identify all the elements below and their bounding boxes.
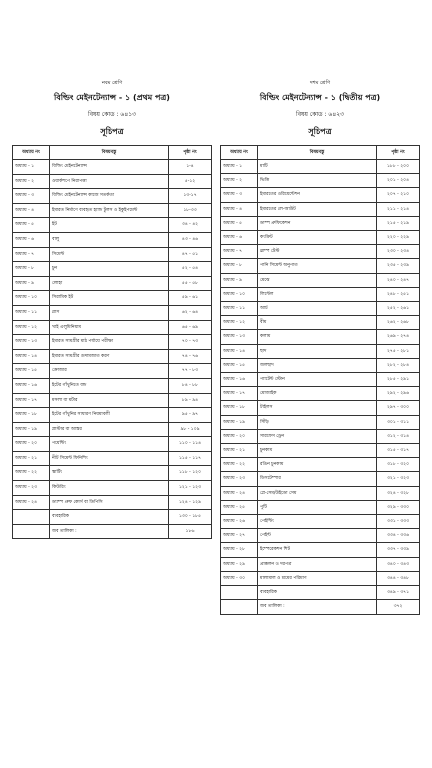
page-cell: ১৮৬ bbox=[169, 524, 212, 539]
chapter-cell: অধ্যায় - ২০ bbox=[221, 429, 258, 443]
chapter-cell: অধ্যায় - ১৬ bbox=[13, 378, 50, 393]
table-row bbox=[13, 262, 212, 277]
page-cell: ৩১৮ - ৩২০ bbox=[377, 458, 420, 472]
topic-cell: ইটের গাঁথুনির সাধারণ নিয়মাবলী bbox=[50, 408, 169, 423]
topic-cell: ব্যবহারিক bbox=[258, 586, 377, 600]
topic-cell: পয়েন্টিং bbox=[50, 437, 169, 452]
table-row bbox=[221, 302, 420, 316]
topic-cell: স্কার্টিং bbox=[50, 466, 169, 481]
topic-cell: ইমারতের ওরিয়েন্টেশন bbox=[258, 188, 377, 202]
page-cell: ৩২১ - ৩২৩ bbox=[377, 472, 420, 486]
chapter-cell: অধ্যায় - ১৩ bbox=[221, 330, 258, 344]
table-row bbox=[13, 320, 212, 335]
topic-cell: মাটি bbox=[258, 160, 377, 174]
chapter-cell: অধ্যায় - ৭ bbox=[221, 245, 258, 259]
topic-cell: ব্যবহারিক bbox=[50, 510, 169, 525]
page-cell: ৭৪ - ৭৬ bbox=[169, 349, 212, 364]
topic-cell: পানি সিমেন্ট অনুপাত bbox=[258, 259, 377, 273]
topic-cell: ডিসটেম্পার bbox=[258, 472, 377, 486]
table-row bbox=[13, 305, 212, 320]
chapter-cell: অধ্যায় - ১৩ bbox=[13, 335, 50, 350]
grade-label: নবম শ্রেণি bbox=[101, 80, 123, 86]
chapter-cell: অধ্যায় - ১১ bbox=[221, 302, 258, 316]
table-header-row bbox=[13, 146, 212, 160]
table-row bbox=[221, 202, 420, 216]
chapter-cell: অধ্যায় - ২১ bbox=[13, 451, 50, 466]
table-row bbox=[13, 408, 212, 423]
table-row bbox=[221, 344, 420, 358]
table-row bbox=[221, 529, 420, 543]
chapter-cell: অধ্যায় - ১৮ bbox=[13, 408, 50, 423]
topic-cell: কংক্রিট bbox=[258, 231, 377, 245]
page-cell: ২৫২ - ২৬১ bbox=[377, 302, 420, 316]
topic-cell: প্লে-সেম/উইডো সেম bbox=[258, 486, 377, 500]
page-cell: ৩১২ - ৩১৪ bbox=[377, 429, 420, 443]
chapter-cell: অধ্যায় - ১৫ bbox=[221, 358, 258, 372]
topic-cell: প্যাটেন্ট স্টোন bbox=[258, 373, 377, 387]
topic-cell: ইমারত সামগ্রীর মাঠ পর্যায়ে পরীক্ষা bbox=[50, 335, 169, 350]
column-header: পৃষ্ঠা নং bbox=[377, 146, 420, 160]
topic-cell: ডাম্প প্রুফিকেশন bbox=[258, 216, 377, 230]
topic-cell: সিমেন্ট bbox=[50, 247, 169, 262]
page-cell: ১১৮ - ১২০ bbox=[169, 466, 212, 481]
table-row bbox=[13, 378, 212, 393]
topic-cell: রঙিন চুনকাম bbox=[258, 458, 377, 472]
page-cell: ৫-১২ bbox=[169, 174, 212, 189]
topic-cell: বালু bbox=[50, 232, 169, 247]
topic-cell: চুনকাম bbox=[258, 444, 377, 458]
table-row bbox=[13, 466, 212, 481]
topic-cell: স্লাম্প টেস্ট bbox=[258, 245, 377, 259]
topic-cell: জলছাদ bbox=[258, 358, 377, 372]
page-cell: ৩১৫ - ৩১৭ bbox=[377, 444, 420, 458]
page-cell: ১১৫ - ১১৭ bbox=[169, 451, 212, 466]
topic-cell: ভিত্তি bbox=[258, 174, 377, 188]
chapter-cell bbox=[221, 586, 258, 600]
chapter-cell: অধ্যায় - ২৫ bbox=[221, 500, 258, 514]
topic-cell: সিঁড়ি bbox=[258, 415, 377, 429]
chapter-cell bbox=[221, 600, 258, 614]
topic-cell: লিন্টেল bbox=[258, 287, 377, 301]
toc-heading: সূচিপত্র bbox=[100, 127, 124, 136]
topic-cell: কলাম bbox=[258, 330, 377, 344]
table-row bbox=[13, 451, 212, 466]
table-row bbox=[13, 364, 212, 379]
topic-cell: জব তালিকা : bbox=[258, 600, 377, 614]
page-cell: ৬২ - ৬৪ bbox=[169, 305, 212, 320]
chapter-cell: অধ্যায় - ১০ bbox=[13, 291, 50, 306]
table-row bbox=[221, 429, 420, 443]
page-cell: ৯৮ - ১০৯ bbox=[169, 422, 212, 437]
table-row bbox=[13, 232, 212, 247]
table-row bbox=[13, 203, 212, 218]
page-cell: ২৮৫ - ২৯১ bbox=[377, 373, 420, 387]
chapter-cell: অধ্যায় - ১৭ bbox=[221, 387, 258, 401]
topic-cell: মালামাল ও শ্রমের পরিমাণ bbox=[258, 571, 377, 585]
second-paper-column bbox=[220, 80, 420, 615]
table-row bbox=[13, 510, 212, 525]
topic-cell: লোহা bbox=[50, 276, 169, 291]
table-row bbox=[13, 437, 212, 452]
table-row bbox=[13, 189, 212, 204]
topic-cell: বীম bbox=[258, 316, 377, 330]
topic-cell: চুন bbox=[50, 262, 169, 277]
column-header: বিষয়বস্তু bbox=[50, 146, 169, 160]
page-cell: ৯৫ - ৯৭ bbox=[169, 408, 212, 423]
table-row bbox=[221, 586, 420, 600]
topic-cell: ওয়ার্কশপে নিরাপত্তা bbox=[50, 174, 169, 189]
topic-cell: পেইন্ট bbox=[258, 529, 377, 543]
topic-cell: বিল্ডিং মেইনটেন্যান্স bbox=[50, 160, 169, 175]
table-row bbox=[13, 291, 212, 306]
page-cell: ২৯২ - ২৯৬ bbox=[377, 387, 420, 401]
topic-cell: ইমারতের লে-আউট bbox=[258, 202, 377, 216]
chapter-cell: অধ্যায় - ১৪ bbox=[13, 349, 50, 364]
topic-cell: ইটের গাঁথুনিতে বন্ড bbox=[50, 378, 169, 393]
chapter-cell: অধ্যায় - ২২ bbox=[221, 458, 258, 472]
page-cell: ৩৩১ - ৩৩৩ bbox=[377, 515, 420, 529]
table-row bbox=[13, 247, 212, 262]
toc-table bbox=[12, 145, 212, 539]
table-row bbox=[221, 316, 420, 330]
page-cell: ৩৩৪ - ৩৩৬ bbox=[377, 529, 420, 543]
topic-cell: ইট bbox=[50, 218, 169, 233]
page-cell: ৩০১ - ৩১১ bbox=[377, 415, 420, 429]
page-cell: ৩৪ - ৪২ bbox=[169, 218, 212, 233]
topic-cell: টাইলস bbox=[258, 401, 377, 415]
chapter-cell: অধ্যায় - ২৩ bbox=[13, 481, 50, 496]
page-cell: ৮৯ - ৯৪ bbox=[169, 393, 212, 408]
topic-cell: সারফেস ড্রেন bbox=[258, 429, 377, 443]
page-cell: ১৩-১৭ bbox=[169, 189, 212, 204]
toc-table bbox=[220, 145, 420, 615]
table-row bbox=[13, 276, 212, 291]
table-row bbox=[221, 387, 420, 401]
subject-code: বিষয় কোড : ৬৪১৩ bbox=[87, 111, 137, 118]
table-row bbox=[221, 231, 420, 245]
page-cell: ৩৭২ bbox=[377, 600, 420, 614]
page-cell: ৫৫ - ৫৮ bbox=[169, 276, 212, 291]
table-row bbox=[13, 481, 212, 496]
chapter-cell: অধ্যায় - ১ bbox=[221, 160, 258, 174]
chapter-cell: অধ্যায় - ৩০ bbox=[221, 571, 258, 585]
chapter-cell: অধ্যায় - ১৬ bbox=[221, 373, 258, 387]
table-row bbox=[13, 349, 212, 364]
page-cell: ৩৪৪ - ৩৪৮ bbox=[377, 571, 420, 585]
table-row bbox=[221, 515, 420, 529]
chapter-cell: অধ্যায় - ৫ bbox=[221, 216, 258, 230]
chapter-cell: অধ্যায় - ১২ bbox=[221, 316, 258, 330]
chapter-cell: অধ্যায় - ৬ bbox=[13, 232, 50, 247]
table-row bbox=[221, 543, 420, 557]
chapter-cell: অধ্যায় - ৮ bbox=[221, 259, 258, 273]
table-row bbox=[221, 174, 420, 188]
page-cell: ৫২ - ৫৪ bbox=[169, 262, 212, 277]
topic-cell: ছাদ bbox=[258, 344, 377, 358]
chapter-cell: অধ্যায় - ২৯ bbox=[221, 557, 258, 571]
chapter-cell: অধ্যায় - ২১ bbox=[221, 444, 258, 458]
page-cell: ২৬৯ - ২৭৪ bbox=[377, 330, 420, 344]
table-row bbox=[13, 218, 212, 233]
table-row bbox=[13, 160, 212, 175]
chapter-cell: অধ্যায় - ৯ bbox=[221, 273, 258, 287]
page-cell: ৩২৯ - ৩৩০ bbox=[377, 500, 420, 514]
table-row bbox=[221, 444, 420, 458]
chapter-cell: অধ্যায় - ৩ bbox=[13, 189, 50, 204]
chapter-cell: অধ্যায় - ৮ bbox=[13, 262, 50, 277]
page-cell: ১২৪ - ১২৯ bbox=[169, 495, 212, 510]
table-row bbox=[221, 245, 420, 259]
chapter-cell: অধ্যায় - ৯ bbox=[13, 276, 50, 291]
table-row bbox=[221, 216, 420, 230]
page-cell: ৪৩ - ৪৬ bbox=[169, 232, 212, 247]
page-cell: ৩৪৯ - ৩৭১ bbox=[377, 586, 420, 600]
topic-cell: ক্রোজার bbox=[50, 364, 169, 379]
chapter-cell: অধ্যায় - ১৯ bbox=[13, 422, 50, 437]
chapter-cell: অধ্যায় - ৩ bbox=[221, 188, 258, 202]
chapter-cell: অধ্যায় - ২০ bbox=[13, 437, 50, 452]
chapter-cell: অধ্যায় - ১৯ bbox=[221, 415, 258, 429]
topic-cell: জব তালিকা : bbox=[50, 524, 169, 539]
chapter-cell: অধ্যায় - ১২ bbox=[13, 320, 50, 335]
topic-cell: প্লাস্টার বা আস্তর bbox=[50, 422, 169, 437]
page-cell: ১৩০ - ১৮৫ bbox=[169, 510, 212, 525]
book-title: বিল্ডিং মেইনটেন্যান্স - ১ (দ্বিতীয় পত্র) bbox=[259, 93, 381, 102]
table-row bbox=[221, 358, 420, 372]
page-cell: ৭০ - ৭৩ bbox=[169, 335, 212, 350]
topic-cell: ইমারত সামগ্রীর গুদামজাত করণ bbox=[50, 349, 169, 364]
chapter-cell: অধ্যায় - ২৩ bbox=[221, 472, 258, 486]
page-cell: ২২০ - ২২৯ bbox=[377, 231, 420, 245]
column-header: অধ্যায় নং bbox=[13, 146, 50, 160]
page-cell: ২৩৫ - ২৩৯ bbox=[377, 259, 420, 273]
column-header: বিষয়বস্তু bbox=[258, 146, 377, 160]
chapter-cell: অধ্যায় - ১১ bbox=[13, 305, 50, 320]
table-row bbox=[13, 422, 212, 437]
topic-cell: মেঝে bbox=[258, 273, 377, 287]
chapter-cell: অধ্যায় - ১৮ bbox=[221, 401, 258, 415]
page-cell: ২৬২ - ২৬৮ bbox=[377, 316, 420, 330]
page-cell: ৫৯ - ৬১ bbox=[169, 291, 212, 306]
table-row bbox=[13, 495, 212, 510]
topic-cell: বিল্ডিং মেইনটেন্যান্স কাজে সতর্কতা bbox=[50, 189, 169, 204]
page-cell: ২১৫ - ২১৯ bbox=[377, 216, 420, 230]
chapter-cell: অধ্যায় - ৫ bbox=[13, 218, 50, 233]
topic-cell: কিউরিং bbox=[50, 481, 169, 496]
chapter-cell: অধ্যায় - ২৪ bbox=[221, 486, 258, 500]
topic-cell: ইম্পেরেকশন শিট bbox=[258, 543, 377, 557]
table-row bbox=[13, 174, 212, 189]
table-row bbox=[13, 524, 212, 539]
page-cell: ৩৪০ - ৩৪৩ bbox=[377, 557, 420, 571]
page-cell: ২১১ - ২১৪ bbox=[377, 202, 420, 216]
chapter-cell: অধ্যায় - ১ bbox=[13, 160, 50, 175]
chapter-cell: অধ্যায় - ১৫ bbox=[13, 364, 50, 379]
page-cell: ১১০ - ১১৪ bbox=[169, 437, 212, 452]
topic-cell: মোজাইক bbox=[258, 387, 377, 401]
chapter-cell: অধ্যায় - ২৮ bbox=[221, 543, 258, 557]
topic-cell: প্রাক্কলন ও দরপত্র bbox=[258, 557, 377, 571]
table-row bbox=[221, 472, 420, 486]
table-row bbox=[221, 259, 420, 273]
page-cell: ৪৭ - ৫১ bbox=[169, 247, 212, 262]
chapter-cell: অধ্যায় - ২৪ bbox=[13, 495, 50, 510]
table-row bbox=[221, 415, 420, 429]
chapter-cell: অধ্যায় - ১০ bbox=[221, 287, 258, 301]
page-cell: ১২১ - ১২৩ bbox=[169, 481, 212, 496]
grade-label: দশম শ্রেণি bbox=[309, 80, 331, 86]
table-row bbox=[221, 330, 420, 344]
page-cell: ৬৫ - ৬৯ bbox=[169, 320, 212, 335]
topic-cell: সিরামিক ইট bbox=[50, 291, 169, 306]
chapter-cell bbox=[13, 524, 50, 539]
chapter-cell: অধ্যায় - ৬ bbox=[221, 231, 258, 245]
table-row bbox=[221, 401, 420, 415]
page-cell: ২০১ - ২০৪ bbox=[377, 174, 420, 188]
topic-cell: গ্লাস bbox=[50, 305, 169, 320]
page-cell: ৩৩৭ - ৩৩৯ bbox=[377, 543, 420, 557]
table-row bbox=[221, 160, 420, 174]
topic-cell: মসলা বা মর্টার bbox=[50, 393, 169, 408]
page-cell: ১৮৮ - ২০০ bbox=[377, 160, 420, 174]
chapter-cell: অধ্যায় - ২৭ bbox=[221, 529, 258, 543]
table-row bbox=[221, 188, 420, 202]
chapter-cell: অধ্যায় - ৪ bbox=[13, 203, 50, 218]
topic-cell: পুটি bbox=[258, 500, 377, 514]
chapter-cell: অধ্যায় - ২৬ bbox=[221, 515, 258, 529]
page-cell: ২৪৮ - ২৫১ bbox=[377, 287, 420, 301]
chapter-cell: অধ্যায় - ৭ bbox=[13, 247, 50, 262]
table-row bbox=[221, 600, 420, 614]
table-row bbox=[221, 486, 420, 500]
column-header: পৃষ্ঠা নং bbox=[169, 146, 212, 160]
first-paper-column bbox=[12, 80, 212, 539]
chapter-cell: অধ্যায় - ১৭ bbox=[13, 393, 50, 408]
page-cell: ২৩০ - ২৩৪ bbox=[377, 245, 420, 259]
topic-cell: নীট সিমেন্ট ফিনিশিং bbox=[50, 451, 169, 466]
topic-cell: ড্যাম্প প্রুফ কোর্স বা ডিপিসি bbox=[50, 495, 169, 510]
toc-heading: সূচিপত্র bbox=[308, 127, 332, 136]
chapter-cell: অধ্যায় - ৪ bbox=[221, 202, 258, 216]
table-row bbox=[13, 335, 212, 350]
page-cell: ১৮-৩৩ bbox=[169, 203, 212, 218]
table-row bbox=[13, 393, 212, 408]
page-cell: ৮৪ - ৮৮ bbox=[169, 378, 212, 393]
page-cell: ৩২৪ - ৩২৮ bbox=[377, 486, 420, 500]
table-header-row bbox=[221, 146, 420, 160]
page-cell: ৭৭ - ৮৩ bbox=[169, 364, 212, 379]
table-row bbox=[221, 273, 420, 287]
table-row bbox=[221, 500, 420, 514]
column-header: অধ্যায় নং bbox=[221, 146, 258, 160]
table-row bbox=[221, 287, 420, 301]
topic-cell: খাই এলুমিনিয়াম bbox=[50, 320, 169, 335]
page-cell: ২০৭ - ২১০ bbox=[377, 188, 420, 202]
page-cell: ২৮২ - ২৮৪ bbox=[377, 358, 420, 372]
chapter-cell: অধ্যায় - ২২ bbox=[13, 466, 50, 481]
table-row bbox=[221, 571, 420, 585]
table-row bbox=[221, 557, 420, 571]
subject-code: বিষয় কোড : ৬৪২৩ bbox=[295, 111, 345, 118]
topic-cell: ইমারত নির্মাণে ব্যবহৃত হ্যান্ড টুলস ও ইকুইপমেন্ট bbox=[50, 203, 169, 218]
table-row bbox=[221, 458, 420, 472]
chapter-cell bbox=[13, 510, 50, 525]
page-cell: ২৪০ - ২৪৭ bbox=[377, 273, 420, 287]
topic-cell: পেইন্টিং bbox=[258, 515, 377, 529]
topic-cell: আর্চ bbox=[258, 302, 377, 316]
page-cell: ২৭৫ - ২৮১ bbox=[377, 344, 420, 358]
page-cell: ১-৪ bbox=[169, 160, 212, 175]
chapter-cell: অধ্যায় - ১৪ bbox=[221, 344, 258, 358]
table-row bbox=[221, 373, 420, 387]
book-title: বিল্ডিং মেইনটেন্যান্স - ১ (প্রথম পত্র) bbox=[54, 93, 170, 102]
chapter-cell: অধ্যায় - ২ bbox=[13, 174, 50, 189]
chapter-cell: অধ্যায় - ২ bbox=[221, 174, 258, 188]
page-cell: ২৯৭ - ৩০০ bbox=[377, 401, 420, 415]
